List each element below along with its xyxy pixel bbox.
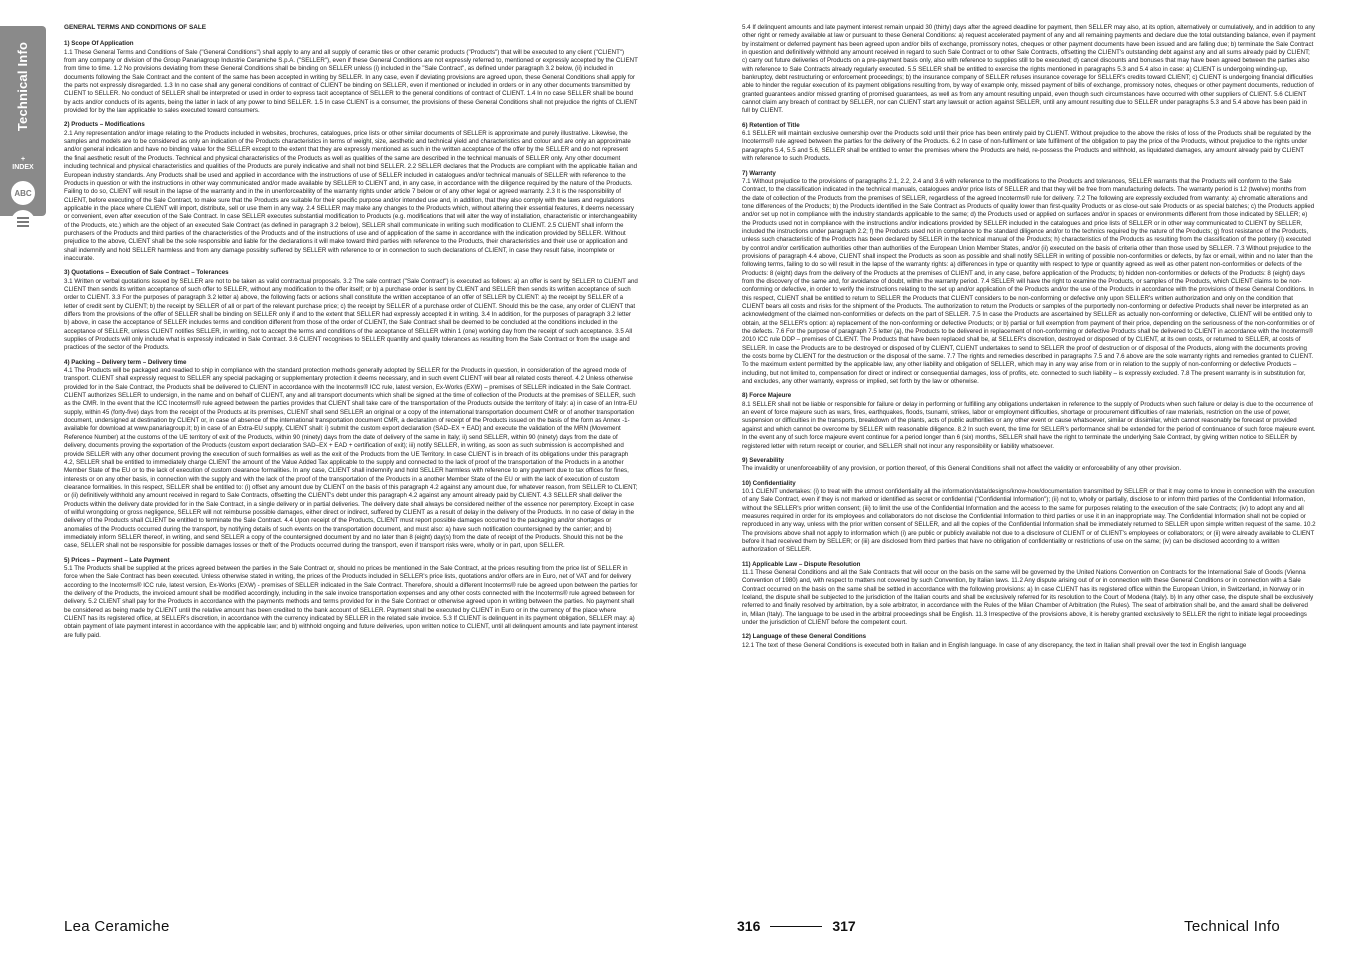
section-body: The invalidity or unenforceability of any provision, or portion thereof, of this General Conditions shall not affect the validity or enforceability of any other provision.: [742, 465, 1182, 473]
section-heading: 5) Prices – Payment – Late Payment: [64, 556, 170, 564]
terms-section: [64, 269, 638, 352]
section-body: 7.1 Without prejudice to the provisions of paragraphs 2.1, 2.2, 2.4 and 3.6 with reference to the modifications to the Products and tolerances, SELLER warrants that the Products will conform to the Sale Contract, to the classification indicated in the technical manuals, catalogues and/or price lists of SELLER and that they will be free from manufacturing defects. The warranty period is 12 (twelve) months from the date of collection of the Products from the premises of SELLER, regardless of the agreed Incoterms® rule for delivery. 7.2 The following are expressly excluded from warranty: a) chromatic alterations and tone differences of the Products; b) the Products identified in the Sale Contract as Products of quality lower than first-quality Products or as close-out sale Products or as special batches; c) the Products applied and/or set up not in compliance with the industry standards applicable to the same; d) the Products used or applied on surfaces and/or in spaces or environments different from those indicated by SELLER; e) the Products used not in compliance with the instructions and/or indications provided by SELLER included in the catalogues and price lists of SELLER or in other way communicated to CLIENT by SELLER, included the instructions under paragraph 2.2; f) the Products used not in compliance to the standard diligence and/or to the technics required by the nature of the Products; g) frost resistance of the Products, unless such characteristic of the Products has been declared by SELLER in the technical manual of the Products; h) characteristics of the Products as resulting from the classification of the pottery (i) executed by control and/or certification authorities other than authorities of the European Union Member States, and/or (ii) executed on the basis of criteria other than those used by SELLER. 7.3 Without prejudice to the provisions of paragraph 4.4 above, CLIENT shall inspect the Products as soon as possible and shall notify SELLER in writing of possible non-conformities or defects, by fax or email, within and no later than the following terms, failing to do so will result in the lapse of the warranty rights: a) differences in type or quantity with respect to type or quantity agreed as well as other patent non-conformities or defects of the Products: 8 (eight) days from the delivery of the Products at the premises of CLIENT and, in any case, before application of the Products; b) hidden non-conformities or defects of the Products: 8 (eight) days from the discovery of the same and, for avoidance of doubt, within the warranty period. 7.4 SELLER will have the right to examine the Products, or samples of the Products, which CLIENT claims to be non-conforming or defective, in order to verify the instructions relating to the set up and/or application of the Products and/or the use of the Products in accordance with the provisions of these General Conditions. In this respect, CLIENT shall be entitled to return to SELLER the Products that CLIENT considers to be non-conforming or defective only upon SELLER's written authorization and only on the condition that CLIENT bears all costs and risks for the shipment of the Products. The authorization to return the Products or samples of the purportedly non-conforming or defective Products shall never be interpreted as an acknowledgment of the claimed non-conformities or defects on the part of SELLER. 7.5 In case the Products are ascertained by SELLER as actually non-conforming or defective, CLIENT will be entitled only to obtain, at the SELLER's option: a) replacement of the non-conforming or defective Products; or b) partial or full exemption from payment of their price, depending on the seriousness of the non-conformities or of the defects. 7.6 For the purpose of paragraph 7.5 letter (a), the Products to be delivered in replacement of non-conforming or defective Products shall be delivered to CLIENT in accordance with the Incoterms® 2010 ICC rule DDP – premises of CLIENT. The Products that have been replaced shall be, at SELLER's discretion, destroyed or disposed of by CLIENT, at its own costs, or returned to SELLER, at costs of SELLER. In case the Products are to be destroyed or disposed of by CLIENT, CLIENT undertakes to send to SELLER the proof of destruction or of disposal of the Products, along with the documents proving the costs borne by CLIENT for the destruction or the disposal of the same. 7.7 The rights and remedies described in paragraphs 7.5 and 7.6 above are the sole warranty rights and remedies granted to CLIENT. To the maximum extent permitted by the applicable law, any other liability and obligation of SELLER, which may in any way arise from or in relation to the supply of non-conforming or defective Products – including, but not limited to, compensation for direct or indirect or consequential damages, loss of profits, etc. connected to such liability – is expressly excluded. 7.8 The present warranty is in substitution for, and excludes, any other warranty, express or implied, set forth by the law or otherwise.: [742, 177, 1315, 386]
abc-index-button[interactable]: [11, 181, 35, 205]
section-heading: 3) Quotations – Execution of Sale Contract – Tolerances: [64, 269, 229, 277]
sidebar-section-label-wrap: [4, 36, 42, 136]
terms-section: [64, 121, 638, 263]
terms-section: [64, 557, 638, 640]
list-icon: [17, 215, 29, 229]
section-heading: 7) Warranty: [742, 169, 776, 177]
section-body: 5.4 If delinquent amounts and late payment interest remain unpaid 30 (thirty) days after the agreed deadline for payment, then SELLER may also, at its option, alternatively or cumulatively, and in addition to any other right or remedy available at law or pursuant to these General Conditions: a) request accelerated payment of any and all remaining payments and declare due the total outstanding balance, even if payment by instalment or deferred payment has been agreed upon and/or bills of exchange, promissory notes, cheques or other payment documents have been issued and are falling due; b) terminate the Sale Contract in question and definitively withhold any amount received in regard to such Sale Contract or to other Sale Contracts, offsetting the CLIENT's outstanding debt against any and all sums already paid by CLIENT; c) carry out future deliveries of Products on a pre-payment basis only, also with reference to supplies still to be executed; d) cancel discounts and bonuses that may have been agreed between the parties also with reference to Sale Contracts already regularly executed. 5.5 SELLER shall be entitled to exercise the rights mentioned in paragraphs 5.3 and 5.4 also in case: a) CLIENT is undergoing winding-up, bankruptcy, debt restructuring or enforcement proceedings; b) the insurance company of SELLER refuses insurance coverage for SELLER's credits toward CLIENT; c) CLIENT is undergoing financial difficulties able to hinder the regular execution of its payment obligations resulting from, by way of example only, missed payment of bills of exchange, promissory notes, cheques or other payment documents, reduction of granted guarantees and/or missed granting of promised guarantees, as well as from any amount resulting unpaid, even though such circumstances have occurred with other suppliers of CLIENT. 5.6 CLIENT cannot claim any breach of contract by SELLER, nor can CLIENT start any lawsuit or action against SELLER, until any amount resulting due to SELLER under paragraphs 5.3 and 5.4 above has been paid in full by CLIENT.: [742, 24, 1316, 115]
section-heading: 8) Force Majeure: [742, 392, 792, 400]
section-body: 1.1 These General Terms and Conditions of Sale ("General Conditions") shall apply to any and all supply of ceramic tiles or other ceramic products ("Products") that will be executed to any client ("CLIENT") from any company or division of the Group Panariagroup Industrie Ceramiche S.p.A. ("SELLER"), even if these General Conditions are not expressly referred to, mentioned or expressly accepted by the CLIENT from time to time. 1.2 No provisions deviating from these General Conditions shall be binding on SELLER unless (i) included in the "Sale Contract", as defined under paragraph 3.2 below, (ii) included in documents following the Sale Contract and the content of the same has been accepted in writing by SELLER. In any case, even if deviating provisions are agreed upon, these General Conditions shall apply for the parts not expressly disregarded. 1.3 In no case shall any general conditions of contract of CLIENT be binding on SELLER, even if mentioned or included in orders or in any other documents transmitted by CLIENT to SELLER. No conduct of SELLER shall be interpreted or used in order to express tacit acceptance of SELLER to the general conditions of contract of CLIENT. 1.4 In no case SELLER shall be bound by acts and/or conducts of its agents, being the latter in lack of any power to bind SELLER. 1.5 In case CLIENT is a consumer, the provisions of these General Conditions shall not prejudice the rights of CLIENT provided for by the law applicable to sales executed toward consumers.: [64, 48, 638, 115]
section-heading: 1) Scope Of Application: [64, 40, 134, 48]
footer-section-name: Technical Info: [1184, 918, 1280, 935]
terms-section: [742, 170, 1316, 387]
section-heading: 10) Confidentiality: [742, 479, 796, 487]
page-number-left: 316: [737, 918, 761, 934]
terms-section: [742, 24, 1316, 116]
sidebar-section-label: Technical Info: [15, 41, 31, 131]
left-page-column: [64, 24, 638, 646]
terms-section: [742, 457, 1316, 474]
section-heading: 9) Severability: [742, 456, 784, 464]
index-label: INDEX: [12, 164, 34, 171]
list-menu-button[interactable]: [11, 210, 35, 234]
right-page-column: [742, 24, 1316, 656]
section-body: 11.1 These General Conditions and all the Sale Contracts that will occur on the basis on the same will be governed by the United Nations Convention on Contracts for the International Sale of Goods (Vienna Convention of 1980) and, with respect to matters not covered by such Convention, by Italian laws. 11.2 Any dispute arising out of or in connection with these General Conditions or in connection with a Sale Contract occurred on the basis on the same shall be settled in accordance with the following provisions: a) In case CLIENT has its registered office within the European Union, in Switzerland, in Norway or in Iceland, the dispute shall be subjected to the jurisdiction of the Italian courts and shall be exclusively referred for its resolution to the Court of Modena (Italy). b) In any other case, the dispute shall be exclusively referred to and finally resolved by arbitration, by a sole arbitrator, in accordance with the Rules of the Milan Chamber of Arbitration (the Rules). The seat of arbitration shall be, and the award shall be delivered in, Milan (Italy). The language to be used in the arbitral proceedings shall be English. 11.3 Irrespective of the provisions above, it is hereby granted exclusively to SELLER the right to initiate legal proceedings under the jurisdiction of CLIENT before the competent court.: [742, 568, 1314, 627]
section-heading: 4) Packing – Delivery term – Delivery time: [64, 358, 187, 366]
terms-section: [742, 561, 1316, 628]
sidebar-tab: [0, 26, 46, 216]
section-heading: 6) Retention of Title: [742, 121, 800, 129]
page-divider-line: [770, 926, 822, 927]
left-sections: [64, 40, 638, 640]
section-body: 5.1 The Products shall be supplied at the prices agreed between the parties in the Sale Contract or, should no prices be mentioned in the Sale Contract, at the prices resulting from the price list of SELLER in force when the Sale Contract has been executed. Unless otherwise stated in writing, the prices of the Products included in SELLER's price lists, quotations and/or offers are in Euro, net of VAT and for delivery according to the Incoterms® ICC rule, latest version, Ex-Works (EXW) - premises of SELLER indicated in the Sale Contract. Therefore, should a different Incoterms® rule be agreed upon between the parties for the delivery of the Products, the invoiced amount shall be modified accordingly, including in the sale invoice transportation expenses and any other costs connected with the Incoterms® rule agreed between for delivery. 5.2 CLIENT shall pay for the Products in accordance with the payments methods and terms provided for in the Sale Contract or otherwise agreed upon in writing between the parties. No payment shall be considered as being made by CLIENT until the relative amount has been credited to the bank account of SELLER. Payment shall be executed by CLIENT in Euro or in the currency of the place where CLIENT has its registered office, at SELLER's discretion, in accordance with the currency indicated by SELLER in the related sale invoice. 5.3 If CLIENT is delinquent in its payment obligation, SELLER may: a) obtain payment of late payment interest in accordance with the applicable law; and b) withhold ongoing and future deliveries, upon written notice to CLIENT, until all delinquent amounts and late payment interest are fully paid.: [64, 564, 638, 639]
brand-name: Lea Ceramiche: [64, 918, 170, 935]
section-body: 12.1 The text of these General Conditions is executed both in Italian and in English language. In case of any discrepancy, the text in Italian shall prevail over the text in English language: [742, 641, 1247, 649]
terms-section: [742, 122, 1316, 164]
terms-section: [64, 40, 638, 115]
terms-section: [742, 392, 1316, 450]
section-heading: 12) Language of these General Conditions: [742, 633, 867, 641]
page-numbers: [737, 918, 856, 934]
section-heading: 2) Products – Modifications: [64, 121, 145, 129]
terms-section: [64, 359, 638, 551]
terms-section: [742, 480, 1316, 555]
terms-section: [742, 633, 1316, 650]
right-sections: [742, 24, 1316, 650]
document-title: GENERAL TERMS AND CONDITIONS OF SALE: [64, 24, 207, 31]
section-body: 2.1 Any representation and/or image relating to the Products included in websites, brochures, catalogues, price lists or other similar documents of SELLER is approximate and purely illustrative. Likewise, the samples and models are to be considered as only an indication of the Products characteristics in terms of weight, size, aesthetic and technical yield and characteristics and colour and are only an approximate and/or general indication and have no binding value for the SELLER except to the extent that they are expressly mentioned as such in the written acceptance of the offer by the SELLER and do not represent the final aesthetic result of the Products. Technical and physical characteristics of the Products as well as qualities of the same are described in the technical manuals of SELLER only. Any other document including technical and physical characteristics and qualities of the Products are purely indicative and shall not bind SELLER. 2.2 SELLER declares that the Products are compliant with the applicable Italian and European industry standards. Any Products shall be used and applied in accordance with the instructions of use of SELLER included in catalogues and/or technical manuals of SELLER with reference to the Products in question or with the instructions in other way communicated and/or made available by SELLER to CLIENT and, in any case, in accordance with the diligence required by the nature of the Products. Failing to do so, CLIENT will result in the lapse of the warranty and in the in unenforceability of the warranty rights under article 7 below or of any other legal or agreed warranty. 2.3 It is the responsibility of CLIENT, before executing of the Sale Contract, to make sure that the Products are suitable for their specific purpose and/or intended use and, in addition, that they also comply with the laws and regulations applicable in the place where CLIENT will import, distribute, sell or use them in any way. 2.4 SELLER may make any changes to the Products which, without altering their essential features, it deems necessary or convenient, even after execution of the Sale Contract. In case SELLER executes substantial modification to Products (e.g. modifications that will alter the way of installation, characteristic or interchangeability of the Products, etc.) which are the object of an executed Sale Contract (as defined in paragraph 3.2 below), SELLER shall communicate in writing such modification to CLIENT. 2.5 CLIENT shall inform the purchasers of the Products and third parties of the characteristics of the Products and of the instructions of use and of application of the same in accordance with the indication provided by SELLER. Without prejudice to the above, CLIENT shall be the sole responsible and liable for the declarations it will make toward third parties with reference to the Products, their characteristics and their use or application and shall indemnify and hold SELLER harmless and from any damage possibly suffered by SELLER with reference to or in connection to such declarations of CLIENT, in case they result false, incomplete or inaccurate.: [64, 129, 638, 262]
section-body: 6.1 SELLER will maintain exclusive ownership over the Products sold until their price has been entirely paid by CLIENT. Without prejudice to the above the risks of loss of the Products shall be regulated by the Incoterms® rule agreed between the parties for the delivery of the Products. 6.2 In case of non-fulfilment or late fulfilment of the obligation to pay the price of the Products, without prejudice to the rights under paragraphs 5.4, 5.5 and 5.6, SELLER shall be entitled to enter the premises where the Products are held, re-possess the Products and withhold, as liquidated damages, any amount already paid by CLIENT with reference to such Products.: [742, 130, 1312, 163]
section-body: 3.1 Written or verbal quotations issued by SELLER are not to be taken as valid contractual proposals. 3.2 The sale contract ("Sale Contract") is executed as follows: a) an offer is sent by SELLER to CLIENT and CLIENT then sends its written acceptance of such offer to SELLER, without any modification to the offer itself; or b) a purchase order is sent by CLIENT and SELLER then sends its written acceptance of such order to CLIENT. 3.3 For the purposes of paragraph 3.2 letter a) above, the following facts or actions shall constitute the written acceptance of an offer of SELLER by CLIENT: a) the receipt by SELLER of a letter of credit sent by CLIENT; b) the receipt by SELLER of all or part of the relevant purchase price; c) the receipt by SELLER of a purchase order of CLIENT. Should this be the case, any order of CLIENT that differs from the provisions of the offer of SELLER shall be binding on SELLER only if and to the extent that SELLER had expressly accepted it in writing. 3.4 In addition, for the purposes of paragraph 3.2 letter b) above, in case the acceptance of SELLER includes terms and condition different from those of the order of CLIENT, the Sale Contract shall be deemed to be concluded at the conditions included in the acceptance of SELLER, unless CLIENT notifies SELLER, in writing, not to accept the terms and conditions of the acceptance of SELLER within 1 (one) working day from the receipt of such acceptance. 3.5 All supplies of Products will only include what is expressly indicated in Sale Contract. 3.6 CLIENT recognises to SELLER quantity and quality tolerances as resulting from the Sale Contract or from the usage and practices of the sector of the Products.: [64, 277, 638, 352]
section-heading: 11) Applicable Law – Dispute Resolution: [742, 560, 861, 568]
abc-label: ABC: [14, 188, 32, 198]
section-body: 8.1 SELLER shall not be liable or responsible for failure or delay in performing or fulfilling any obligations undertaken in reference to the supply of Products when such failure or delay is due to the occurrence of an event of force majeure such as wars, fires, earthquakes, floods, tsunami, strikes, labor or employment difficulties, shortage or procurement difficulties of raw materials, restriction on the use of power, suspension or difficulties in the transports, breakdown of the plants, acts of public authorities or any other event or cause whatsoever, similar or dissimilar, which cannot reasonably be forecast or provided against and which cannot be overcome by SELLER with reasonable diligence. 8.2 In such event, the time for SELLER's performance shall be extended for the period of continuance of such force majeure event. In the event any of such force majeure event continue for a period longer than 6 (six) months, SELLER shall have the right to terminate the underlying Sale Contract, by giving written notice to SELLER by registered letter with return receipt or courier, and SELLER shall not incur any responsibility or liability whatsoever.: [742, 400, 1316, 450]
page-number-right: 317: [832, 918, 856, 934]
section-body: 10.1 CLIENT undertakes: (i) to treat with the utmost confidentiality all the information/data/designs/know-how/documentation transmitted by SELLER or that it may come to know in connection with the execution of any Sale Contract, even if they is not marked or identified as secret or confidential ("Confidential Information"); (ii) not to, wholly or partially, disclose to or inform third parties of the Confidential Information, without the SELLER's prior written consent; (iii) to limit the use of the Confidential Information and the access to the same for purposes relating to the execution of the sale Contracts; (iv) to adopt any and all measures required in order for its employees and collaborators do not disclose the Confidential Information to third parties or use it in an inappropriate way. The Confidential Information shall not be copied or reproduced in any way, unless with the prior written consent of SELLER, and all the copies of the Confidential Information shall be immediately returned to SELLER upon simple written request of the same. 10.2 The provisions above shall not apply to information which (i) are public or publicly available not due to a disclosure of CLIENT or of CLIENT's employees or collaborators; or (ii) were already available to CLIENT before it had received them by SELLER; or (iii) are disclosed from third parties that have no obligation of confidentiality or restrictions of use on the same; (iv) can be disclosed according to a written authorization of SELLER.: [742, 487, 1316, 554]
plus-icon: +: [20, 156, 26, 163]
index-label-wrap[interactable]: [0, 156, 46, 172]
section-body: 4.1 The Products will be packaged and readied to ship in compliance with the standard protection methods generally adopted by SELLER for the Products in question, in consideration of the agreed mode of transport. CLIENT shall expressly request to SELLER any special packaging or supplementary protection it deems necessary, and in such event CLIENT will bear all related costs thereof. 4.2 Unless otherwise provided for in the Sale Contract, the Products shall be delivered to CLIENT in accordance with the Incoterms® ICC rule, latest version, Ex-Works (EXW) – premises of SELLER indicated in the Sale Contract. CLIENT authorizes SELLER to undersign, in the name and on behalf of CLIENT, any and all transport documents which shall be signed at the time of collection of the Products at the premises of SELLER, such as the CMR. In the event that the ICC Incoterms® rule agreed between the parties provides that CLIENT shall take care of the transportation of the Products outside the territory of Italy: a) in case of an Intra-EU supply, within 45 (forty-five) days from the receipt of the Products at its premises, CLIENT shall send SELLER an original or a copy of the international transportation document CMR or of another transportation document, undersigned at destination by CLIENT or, in case of absence of the international transportation document CMR, a declaration of receipt of the Products issued on the basis of the form as Annex -1- available for download at www.panariagroup.it; b) in case of an Extra-EU supply, CLIENT shall: i) submit the custom export declaration (SAD–EX + EAD) and execute the validation of the MRN (Movement Reference Number) at the customs of the UE territory of exit of the Products, within 90 (ninety) days from the date of delivery of the same in Italy; ii) send SELLER, within 90 (ninety) days from the date of delivery, documents proving the exportation of the Products (custom export declaration SAD–EX + EAD + certification of exit); iii) notify SELLER, in writing, as soon as such submission is accomplished and provide SELLER with any other document proving the execution of such formalities as well as the exit of the Products from the UE Territory. In case CLIENT is in breach of its obligations under this paragraph 4.2, SELLER shall be entitled to immediately charge CLIENT the amount of the Value Added Tax applicable to the supply and connected to the lack of proof of the transportation of the Products in a another Member State of the EU or to the lack of execution of custom clearance formalities. In any case, CLIENT shall indemnify and hold SELLER harmless with reference to any payment due to tax offices for fines, interests or on any other basis, in connection with the supply and with the lack of the proof of the transportation of the Products in a another Member State of the EU or with the lack of execution of custom clearance formalities. In this respect, SELLER shall be entitled to: (i) offset any amount due by CLIENT on the basis of this paragraph 4.2 against any amount due, for whatever reason, from SELLER to CLIENT; or (ii) definitively withhold any amount received in regard to Sale Contracts, offsetting the CLIENT's debt under this paragraph 4.2 against any amount already paid by CLIENT. 4.3 SELLER shall deliver the Products within the delivery date provided for in the Sale Contract, in a single delivery or in partial deliveries. The delivery date shall always be considered neither of the essence nor peremptory. Except in case of wilful wrongdoing or gross negligence, SELLER will not reimburse possible damages, either direct or indirect, suffered by CLIENT as a result of delay in the delivery of the Products. In no case of delay in the delivery of the Products shall CLIENT be entitled to terminate the Sale Contract. 4.4 Upon receipt of the Products, CLIENT must report possible damages occurred to the packaging and/or shortages or anomalies of the Products occurred during the transport, by notifying details of such events on the transportation document, and must also: a) have such notification countersigned by the carrier; and b) immediately inform SELLER thereof, in writing, and send SELLER a copy of the countersigned document by and no later than 8 (eight) day(s) from the date of receipt of the Products. Should this not be the case, SELLER shall not be responsible for possible damages losses or theft of the Products occurred during the transport, even if transport risks were, wholly or in part, upon SELLER.: [64, 367, 638, 550]
